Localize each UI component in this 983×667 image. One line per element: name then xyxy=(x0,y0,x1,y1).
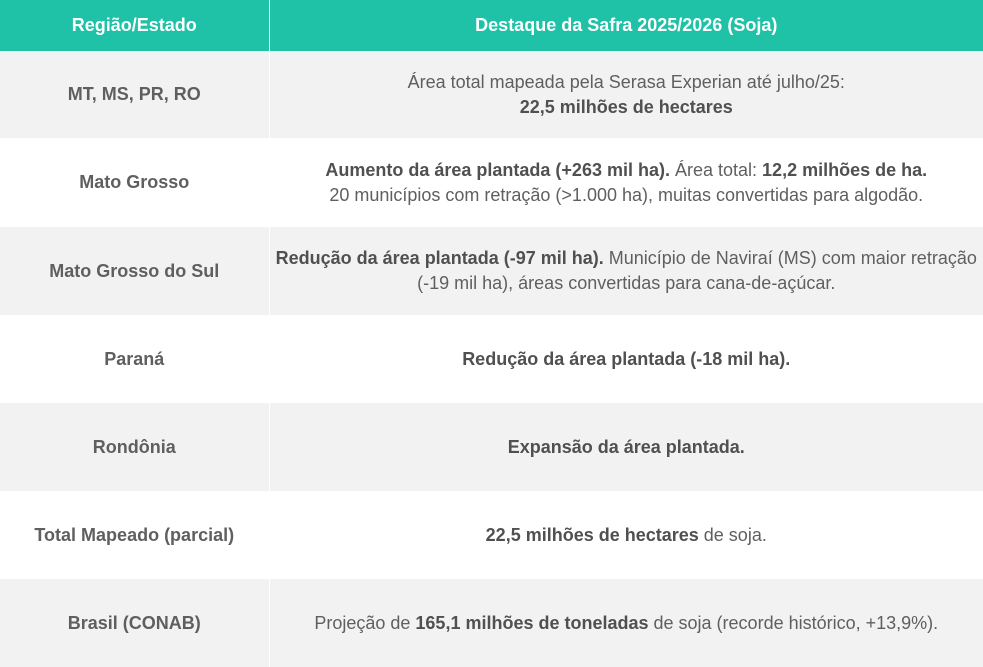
highlight-bold: 165,1 milhões de toneladas xyxy=(415,612,649,633)
table-row xyxy=(0,51,983,138)
highlight-text: Projeção de xyxy=(314,612,416,633)
region-cell: MT, MS, PR, RO xyxy=(0,51,269,138)
highlight-cell xyxy=(269,138,983,227)
highlight-text: Área total: xyxy=(669,159,763,180)
highlight-bold: Redução da área plantada (-18 mil ha). xyxy=(462,348,791,369)
region-cell: Rondônia xyxy=(0,403,269,491)
region-cell: Total Mapeado (parcial) xyxy=(0,491,269,579)
table-row xyxy=(0,138,983,227)
highlight-cell xyxy=(269,227,983,315)
table-header-row xyxy=(0,0,983,51)
highlight-bold: 22,5 milhões de hectares xyxy=(485,524,699,545)
table-row xyxy=(0,227,983,315)
highlight-text: de soja. xyxy=(698,524,767,545)
highlight-cell xyxy=(269,315,983,403)
highlight-bold: Expansão da área plantada. xyxy=(507,436,745,457)
highlight-cell xyxy=(269,579,983,667)
region-cell: Mato Grosso do Sul xyxy=(0,227,269,315)
highlight-bold: 22,5 milhões de hectares xyxy=(519,96,733,117)
highlight-cell xyxy=(269,403,983,491)
highlight-bold: 12,2 milhões de ha. xyxy=(762,159,928,180)
table-row xyxy=(0,315,983,403)
table-row xyxy=(0,579,983,667)
column-header-region: Região/Estado xyxy=(0,0,269,51)
highlight-text: Área total mapeada pela Serasa Experian até julho/25: xyxy=(407,71,845,92)
highlight-cell xyxy=(269,491,983,579)
region-cell: Paraná xyxy=(0,315,269,403)
highlight-text: Município de Naviraí (MS) com maior retração (-19 mil ha), áreas convertidas para cana-de-açúcar. xyxy=(417,248,977,293)
highlight-bold: Aumento da área plantada (+263 mil ha). xyxy=(325,159,670,180)
region-cell: Mato Grosso xyxy=(0,138,269,227)
column-header-highlight: Destaque da Safra 2025/2026 (Soja) xyxy=(269,0,983,51)
table-row xyxy=(0,403,983,491)
highlight-text: de soja (recorde histórico, +13,9%). xyxy=(648,612,939,633)
highlight-cell xyxy=(269,51,983,138)
table-row xyxy=(0,491,983,579)
region-cell: Brasil (CONAB) xyxy=(0,579,269,667)
highlight-bold: Redução da área plantada (-97 mil ha). xyxy=(275,248,604,268)
highlight-text: 20 municípios com retração (>1.000 ha), muitas convertidas para algodão. xyxy=(329,184,924,205)
